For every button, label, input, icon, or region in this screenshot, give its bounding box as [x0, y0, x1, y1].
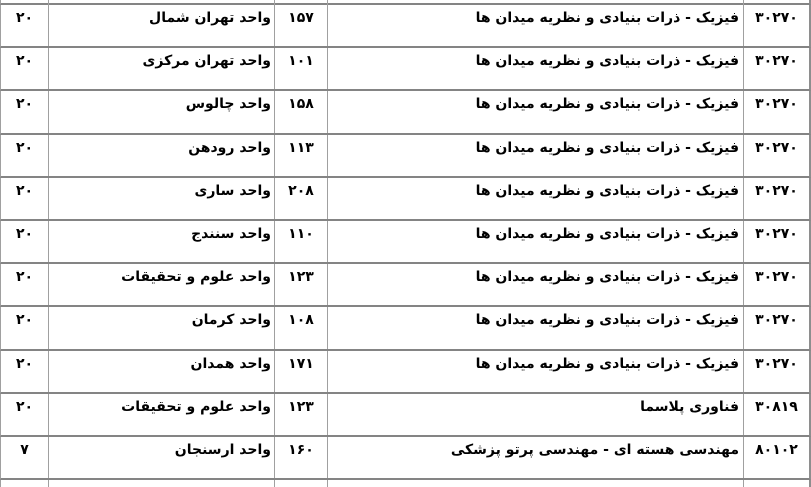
program-code-cell: ۳۰۲۷۰ [755, 355, 798, 372]
unit-name-cell: واحد تهران شمال [49, 5, 275, 46]
program-name-cell: فیزیک - ذرات بنیادی و نظریه میدان ها [328, 48, 744, 89]
unit-code-cell: ۱۱۰ [275, 221, 328, 262]
capacity-cell: ۲۰ [1, 135, 49, 176]
program-name-cell: فیزیک - ذرات بنیادی و نظریه میدان ها [328, 178, 744, 219]
program-code-cell: ۳۰۸۱۹ [755, 398, 798, 415]
capacity-cell: ۲۰ [1, 264, 49, 305]
program-code-cell: ۳۰۲۷۰ [755, 182, 798, 199]
unit-code-cell: ۱۲۳ [275, 264, 328, 305]
table-row [0, 178, 811, 221]
unit-name-cell: واحد ارسنجان [49, 437, 275, 478]
capacity-cell: ۲۰ [1, 5, 49, 46]
unit-code-cell: ۱۰۸ [275, 307, 328, 348]
unit-code-cell: ۲۰۸ [275, 178, 328, 219]
table-row [0, 5, 811, 48]
program-name-cell: فیزیک - ذرات بنیادی و نظریه میدان ها [328, 264, 744, 305]
unit-code-cell: ۱۱۳ [275, 135, 328, 176]
program-code-cell: ۳۰۲۷۰ [755, 225, 798, 242]
program-name-cell [328, 480, 744, 487]
unit-code-cell: ۱۰۱ [275, 48, 328, 89]
program-code-cell: ۳۰۲۷۰ [755, 139, 798, 156]
unit-name-cell: واحد علوم و تحقیقات [49, 394, 275, 435]
capacity-cell: ۲۰ [1, 48, 49, 89]
capacity-cell: ۲۰ [1, 307, 49, 348]
table-row [0, 307, 811, 350]
unit-name-cell [49, 480, 275, 487]
program-name-cell: فیزیک - ذرات بنیادی و نظریه میدان ها [328, 91, 744, 132]
program-code-cell [744, 480, 809, 487]
program-code-cell: ۳۰۲۷۰ [755, 96, 798, 113]
program-name-cell: فیزیک - ذرات بنیادی و نظریه میدان ها [328, 307, 744, 348]
program-code-cell: ۳۰۲۷۰ [755, 53, 798, 70]
unit-code-cell: ۱۲۳ [275, 394, 328, 435]
table-row [0, 351, 811, 394]
capacity-cell: ۲۰ [1, 351, 49, 392]
unit-name-cell: واحد ساری [49, 178, 275, 219]
program-name-cell: فیزیک - ذرات بنیادی و نظریه میدان ها [328, 351, 744, 392]
program-name-cell: فناوری پلاسما [328, 394, 744, 435]
program-code-cell: ۳۰۲۷۰ [755, 10, 798, 26]
capacity-cell: ۷ [1, 437, 49, 478]
program-code-cell: ۳۰۲۷۰ [755, 269, 798, 286]
table-row [0, 221, 811, 264]
program-code-cell: ۸۰۱۰۲ [755, 441, 798, 458]
program-code-cell: ۳۰۲۷۰ [755, 312, 798, 329]
unit-name-cell: واحد رودهن [49, 135, 275, 176]
unit-code-cell: ۱۵۷ [275, 5, 328, 46]
table-row-partial-bottom [0, 480, 811, 487]
program-name-cell: فیزیک - ذرات بنیادی و نظریه میدان ها [328, 5, 744, 46]
table-row [0, 135, 811, 178]
unit-name-cell: واحد کرمان [49, 307, 275, 348]
program-name-cell: فیزیک - ذرات بنیادی و نظریه میدان ها [328, 135, 744, 176]
capacity-cell: ۲۰ [1, 394, 49, 435]
capacity-cell: ۲۰ [1, 178, 49, 219]
table-row [0, 48, 811, 91]
unit-code-cell [275, 480, 328, 487]
table-row [0, 437, 811, 480]
program-name-cell: مهندسی هسته ای - مهندسی پرتو پزشکی [328, 437, 744, 478]
program-name-cell: فیزیک - ذرات بنیادی و نظریه میدان ها [328, 221, 744, 262]
unit-name-cell: واحد تهران مرکزی [49, 48, 275, 89]
unit-name-cell: واحد چالوس [49, 91, 275, 132]
unit-name-cell: واحد سنندج [49, 221, 275, 262]
unit-code-cell: ۱۵۸ [275, 91, 328, 132]
table-row [0, 394, 811, 437]
unit-code-cell: ۱۷۱ [275, 351, 328, 392]
unit-code-cell: ۱۶۰ [275, 437, 328, 478]
capacity-cell: ۲۰ [1, 91, 49, 132]
table-row [0, 264, 811, 307]
capacity-cell: ۲۰ [1, 221, 49, 262]
unit-name-cell: واحد علوم و تحقیقات [49, 264, 275, 305]
table-row [0, 91, 811, 134]
capacity-cell [1, 480, 49, 487]
unit-name-cell: واحد همدان [49, 351, 275, 392]
